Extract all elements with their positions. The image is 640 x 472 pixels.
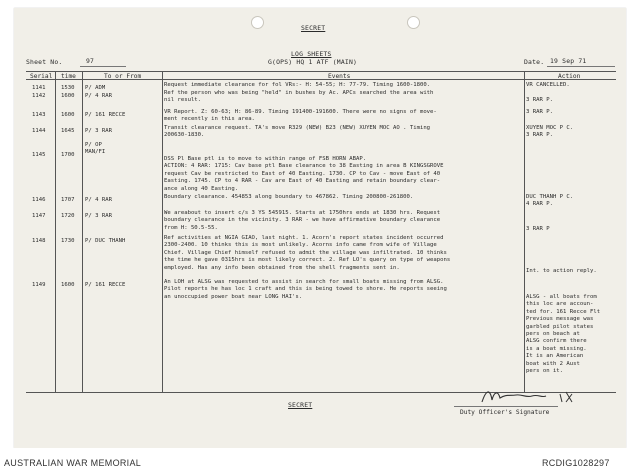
row-to-from: P/ OP MAN/FI — [85, 142, 106, 156]
row-events: Ref activities at NGIA GIAO, last night. 1. Acorn's report states incident occurred 2300-2400. 10 thinks this is most unlikely. Acorns info came from wife of Village Chief. Village Chief himself refused to admit the village was infiltrated. 10 thinks the time he gave 0315hrs is most likely correct. 2. Ref LO's query on type of weapons employed. Has any info been obtained from the shell fragments sent in. — [164, 235, 451, 271]
archive-credit: AUSTRALIAN WAR MEMORIAL — [4, 458, 142, 468]
row-to-from: P/ 3 RAR — [85, 128, 112, 134]
row-serial: 1149 — [32, 282, 46, 288]
sheet-number: 97 — [86, 57, 95, 65]
column-header-action: Action — [558, 73, 581, 80]
secret-marking-top: SECRET — [301, 24, 326, 32]
row-events: VR Report. Z: 60-63; H: 86-89. Timing 191400-191600. There were no signs of move- ment recently in this area. — [164, 109, 437, 123]
row-serial: 1145 — [32, 152, 46, 158]
row-action: DUC THANH P C. 4 RAR P. — [526, 194, 574, 208]
sheet-number-line — [80, 66, 126, 67]
row-serial: 1141 — [32, 85, 46, 91]
row-to-from: P/ 161 RECCE — [85, 112, 126, 118]
unit-title: G(OPS) HQ 1 ATF (MAIN) — [268, 58, 358, 66]
row-to-from: P/ 161 RECCE — [85, 282, 126, 288]
row-events: Boundary clearance. 454853 along boundary to 467862. Timing 200800-261800. — [164, 194, 414, 200]
column-header-events: Events — [328, 73, 351, 80]
row-action: 3 RAR P — [526, 226, 550, 232]
row-events: Ref the person who was being "held" in bushes by Ac. APCs searched the area with nil result. — [164, 90, 434, 104]
row-action: XUYEN MOC P C. 3 RAR P. — [526, 125, 574, 139]
row-action: Int. to action reply. — [526, 268, 597, 274]
secret-marking-bottom: SECRET — [288, 401, 313, 409]
row-time: 1530 — [61, 85, 75, 91]
signature-image — [476, 386, 586, 408]
date-line — [547, 66, 615, 67]
row-events: An LOH at ALSG was requested to assist in search for small boats missing from ALSG. Pilot reports he has loc 1 craft and this is being towed to shore. He reports seeing an unoccupied power boat near LONG HAI's. — [164, 279, 447, 300]
row-to-from: P/ ADM — [85, 85, 106, 91]
column-header-serial: Serial — [30, 73, 53, 80]
row-to-from: P/ 3 RAR — [85, 213, 112, 219]
row-events: We areabout to insert c/s 3 YS 545915. Starts at 1750hrs ends at 1830 hrs. Request boundary clearance in the vicinity. 3 RAR - we have affirmative boundary clearance from H: 50.5-55. — [164, 210, 441, 231]
date-value: 19 Sep 71 — [550, 57, 587, 65]
row-action: 3 RAR P. — [526, 109, 553, 115]
date-label: Date. — [524, 58, 545, 66]
row-events: DSS Pl Base ptl is to move to within range of FSB HORN ABAP. ACTION: 4 RAR: 1715: Cav base ptl Base clearance to 38 Easting in area B KINGSGROVE request Cav be restricted to East of 40 Easting. 1730. CP to Cav - move East of 40 Easting. 1745. CP to 4 RAR - Cav are East of 40 Easting and retain boundary clear- ance along 40 Easting. — [164, 156, 444, 192]
row-action: ALSG - all boats from this loc are accoun- ted for. 161 Recce Flt Previous message was garbled pilot states pers on beach at ALSG confirm there is a boat missing. It is an American boat with 2 Aust pers on it. — [526, 294, 601, 375]
row-time: 1707 — [61, 197, 75, 203]
row-events: Transit clearance request. TA's move R329 (NEW) B23 (NEW) XUYEN MOC AO . Timing 200630-1830. — [164, 125, 431, 139]
row-serial: 1148 — [32, 238, 46, 244]
row-time: 1600 — [61, 93, 75, 99]
row-events: Request immediate clearance for fol VRs:- H: 54-55; H: 77-79. Timing 1600-1800. — [164, 82, 431, 88]
row-serial: 1146 — [32, 197, 46, 203]
row-time: 1600 — [61, 112, 75, 118]
column-header-time: time — [61, 73, 76, 80]
column-divider — [162, 72, 163, 392]
row-action: VR CANCELLED. — [526, 82, 570, 88]
row-to-from: P/ DUC THANH — [85, 238, 126, 244]
column-divider — [55, 72, 56, 392]
row-to-from: P/ 4 RAR — [85, 197, 112, 203]
row-serial: 1142 — [32, 93, 46, 99]
row-time: 1720 — [61, 213, 75, 219]
punch-hole — [407, 16, 420, 29]
row-time: 1600 — [61, 282, 75, 288]
sheet-label: Sheet No. — [26, 58, 63, 66]
signature-line — [454, 406, 558, 407]
punch-hole — [251, 16, 264, 29]
archive-id: RCDIG1028297 — [542, 458, 610, 468]
row-serial: 1147 — [32, 213, 46, 219]
row-time: 1645 — [61, 128, 75, 134]
row-serial: 1144 — [32, 128, 46, 134]
row-serial: 1143 — [32, 112, 46, 118]
row-time: 1700 — [61, 152, 75, 158]
row-time: 1730 — [61, 238, 75, 244]
column-divider — [82, 72, 83, 392]
log-sheets-title: LOG SHEETS — [291, 50, 332, 58]
column-header-to-from: To or From — [104, 73, 142, 80]
duty-officer-label: Duty Officer's Signature — [460, 409, 550, 416]
row-to-from: P/ 4 RAR — [85, 93, 112, 99]
row-action: 3 RAR P. — [526, 97, 553, 103]
